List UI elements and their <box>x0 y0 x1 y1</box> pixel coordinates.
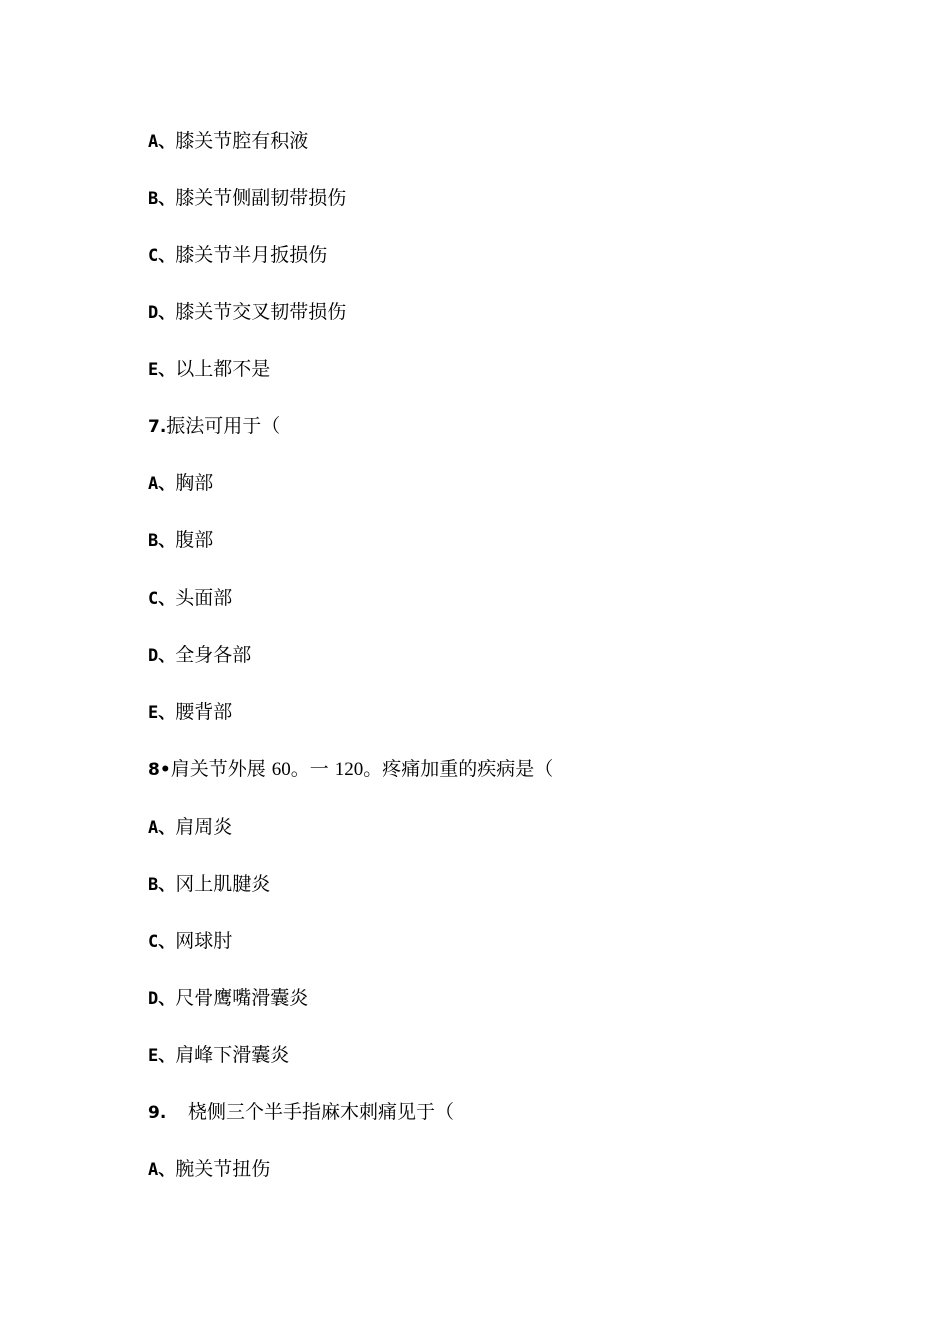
question-text-part: 。一 <box>290 758 335 780</box>
option-text: 肩周炎 <box>175 816 233 838</box>
question-number: 9. <box>148 1103 167 1123</box>
question-text-part: 。疼痛加重的疾病是（ <box>363 758 554 780</box>
question-text: 振法可用于（ <box>166 415 281 437</box>
option-text: 腰背部 <box>175 701 233 723</box>
option-text: 冈上肌腱炎 <box>175 873 271 895</box>
option-letter: B、 <box>148 875 176 895</box>
option-line <box>148 355 270 383</box>
option-text: 胸部 <box>175 472 214 494</box>
option-letter: B、 <box>148 189 176 209</box>
option-text: 以上都不是 <box>175 358 271 380</box>
option-text: 尺骨鹰嘴滑囊炎 <box>175 987 309 1009</box>
option-text: 腕关节扭伤 <box>175 1158 271 1180</box>
option-letter: A、 <box>148 818 176 838</box>
question-number: 8• <box>148 760 171 780</box>
option-letter: A、 <box>148 474 176 494</box>
question-number: 7. <box>148 417 167 437</box>
option-text: 全身各部 <box>175 644 252 666</box>
option-text: 头面部 <box>175 587 233 609</box>
option-letter: C、 <box>148 589 176 609</box>
option-letter: A、 <box>148 132 176 152</box>
option-line <box>148 526 213 554</box>
option-line <box>148 298 346 326</box>
option-text: 腹部 <box>175 529 214 551</box>
option-letter: C、 <box>148 246 176 266</box>
option-line <box>148 984 308 1012</box>
question-line <box>148 1098 454 1126</box>
option-letter: D、 <box>148 989 176 1009</box>
question-line <box>148 755 553 783</box>
option-line <box>148 813 232 841</box>
option-line <box>148 870 270 898</box>
option-line <box>148 927 232 955</box>
question-value: 120 <box>334 759 364 780</box>
option-line <box>148 1155 270 1183</box>
option-line <box>148 184 346 212</box>
option-line <box>148 641 251 669</box>
option-letter: D、 <box>148 303 176 323</box>
option-letter: E、 <box>148 703 176 723</box>
option-text: 膝关节交叉韧带损伤 <box>175 301 347 323</box>
option-text: 网球肘 <box>175 930 233 952</box>
question-line <box>148 412 280 440</box>
question-text-part: 肩关节外展 <box>170 758 272 780</box>
option-line <box>148 1041 289 1069</box>
option-text: 膝关节腔有积液 <box>175 130 309 152</box>
option-text: 膝关节侧副韧带损伤 <box>175 187 347 209</box>
option-line <box>148 698 232 726</box>
question-value: 60 <box>271 759 291 780</box>
option-letter: E、 <box>148 360 176 380</box>
option-letter: D、 <box>148 646 176 666</box>
option-text: 膝关节半月扳损伤 <box>175 244 328 266</box>
option-letter: E、 <box>148 1046 176 1066</box>
option-line <box>148 241 327 269</box>
option-letter: B、 <box>148 531 176 551</box>
option-letter: A、 <box>148 1160 176 1180</box>
option-letter: C、 <box>148 932 176 952</box>
option-line <box>148 127 308 155</box>
option-text: 肩峰下滑囊炎 <box>175 1044 290 1066</box>
option-line <box>148 584 232 612</box>
option-line <box>148 469 213 497</box>
question-text: 桡侧三个半手指麻木刺痛见于（ <box>188 1101 455 1123</box>
